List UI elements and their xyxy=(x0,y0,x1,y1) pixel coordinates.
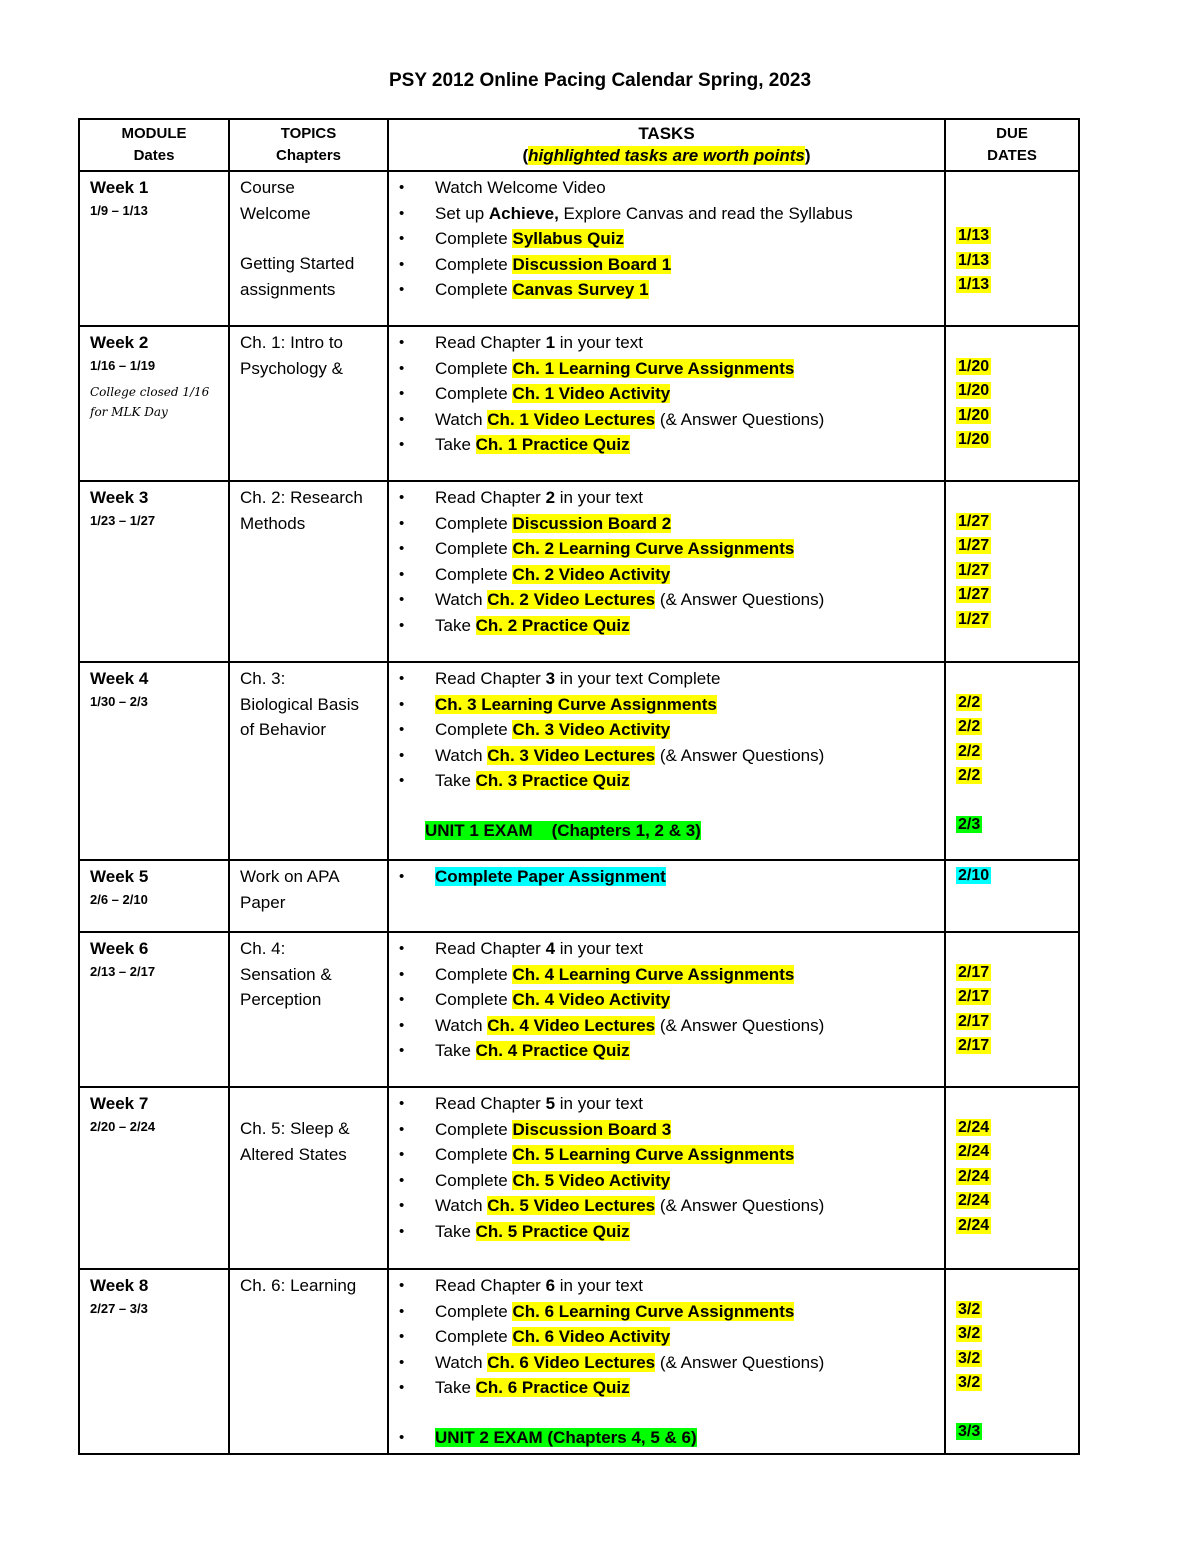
due-date-row xyxy=(956,715,1068,740)
week-row xyxy=(79,326,1079,481)
due-date: 3/2 xyxy=(958,1300,981,1318)
due-date-row xyxy=(956,764,1068,789)
week-date-range: 2/13 – 2/17 xyxy=(90,963,156,979)
task-text-suffix: in your text Complete xyxy=(555,669,721,688)
task-text: Read Chapter xyxy=(435,488,546,507)
week-label: Week 4 xyxy=(90,669,149,688)
document-title: PSY 2012 Online Pacing Calendar Spring, 2023 xyxy=(388,70,812,91)
due-date: 1/27 xyxy=(958,537,990,554)
due-date-row xyxy=(956,583,1068,608)
module-header-label: MODULE xyxy=(121,125,187,142)
week-date-range: 1/30 – 2/3 xyxy=(90,693,148,709)
week-row xyxy=(79,662,1079,860)
tasks-cell xyxy=(388,662,945,860)
topic-cell xyxy=(229,171,388,326)
task-text: Watch xyxy=(435,1015,488,1035)
task-text: Watch xyxy=(435,745,488,765)
tasks-cell xyxy=(388,860,945,932)
task-text: Read Chapter xyxy=(435,669,546,688)
due-cell xyxy=(945,481,1079,662)
due-header-sub: DATES xyxy=(987,147,1037,164)
week-date-range: 1/9 – 1/13 xyxy=(90,202,148,218)
tasks-cell xyxy=(388,326,945,481)
due-date-row xyxy=(956,175,1068,200)
due-date-row xyxy=(956,510,1068,535)
task-item xyxy=(389,432,934,458)
tasks-note-open: ( xyxy=(522,146,529,165)
topic-cell xyxy=(229,662,388,860)
task-highlight: Ch. 4 Practice Quiz xyxy=(475,1041,630,1060)
due-date: 3/2 xyxy=(958,1325,981,1342)
due-date: 3/2 xyxy=(958,1374,981,1391)
task-item xyxy=(389,356,934,382)
task-list xyxy=(389,1273,934,1450)
task-text-suffix: in your text xyxy=(555,1276,643,1295)
task-highlight: Ch. 3 Video Activity xyxy=(512,720,671,739)
week-label: Week 7 xyxy=(90,1094,149,1113)
topics-header-sub: Chapters xyxy=(275,147,342,164)
task-text: Complete xyxy=(435,539,513,558)
tasks-cell xyxy=(388,1087,945,1269)
task-text: Complete xyxy=(435,564,513,584)
tasks-note-close: ) xyxy=(804,146,811,165)
due-date: 2/17 xyxy=(958,963,990,981)
due-date-row xyxy=(956,691,1068,716)
task-text-suffix: in your text xyxy=(555,939,643,958)
due-date: 1/27 xyxy=(958,561,990,579)
task-text: Complete xyxy=(435,1119,513,1139)
week-row xyxy=(79,171,1079,326)
due-date-row xyxy=(956,1116,1068,1141)
task-highlight: Ch. 3 Video Lectures xyxy=(487,745,656,765)
task-highlight: Ch. 2 Video Lectures xyxy=(487,590,656,609)
due-date-row xyxy=(956,200,1068,225)
task-bold-text: 6 xyxy=(545,1276,556,1295)
task-text: Complete xyxy=(435,1327,513,1346)
task-item xyxy=(389,330,934,356)
task-highlight: Canvas Survey 1 xyxy=(512,280,649,299)
due-date: 1/13 xyxy=(958,276,990,293)
due-date: 2/24 xyxy=(958,1216,990,1234)
task-highlight: Ch. 3 Learning Curve Assignments xyxy=(435,694,717,714)
task-highlight: Ch. 3 Practice Quiz xyxy=(475,771,630,790)
topic-cell xyxy=(229,860,388,932)
task-highlight: Syllabus Quiz xyxy=(512,229,624,248)
module-cell xyxy=(79,1269,229,1454)
due-date-row xyxy=(956,1214,1068,1239)
due-date-row xyxy=(956,1034,1068,1059)
task-item xyxy=(389,1324,934,1350)
due-date-row xyxy=(956,961,1068,986)
module-cell xyxy=(79,326,229,481)
due-date: 3/2 xyxy=(958,1349,981,1367)
task-highlight: Ch. 1 Video Activity xyxy=(512,384,671,403)
task-text: Watch xyxy=(435,1352,488,1372)
exam-due-date: 2/3 xyxy=(958,815,981,833)
task-highlight: Ch. 2 Learning Curve Assignments xyxy=(512,539,795,558)
task-bold-text: 5 xyxy=(545,1094,556,1113)
week-label: Week 1 xyxy=(90,178,149,197)
topic-text: Course Welcome xyxy=(240,178,311,223)
week-date-range: 1/23 – 1/27 xyxy=(90,512,156,528)
due-date: 1/20 xyxy=(958,431,990,448)
task-text: Take xyxy=(435,1041,476,1060)
due-cell xyxy=(945,662,1079,860)
task-text: Watch Welcome Video xyxy=(435,178,606,197)
task-text-suffix: (& Answer Questions) xyxy=(655,1352,825,1372)
module-cell xyxy=(79,1087,229,1269)
task-highlight: Ch. 6 Learning Curve Assignments xyxy=(512,1301,795,1321)
task-text: Take xyxy=(435,435,476,454)
task-text: Take xyxy=(435,615,476,635)
task-item xyxy=(389,226,934,252)
due-date-row xyxy=(956,1298,1068,1323)
due-date-row xyxy=(956,1273,1068,1298)
task-text: Complete xyxy=(435,358,513,378)
due-date-row xyxy=(956,813,1068,838)
paper-due-date: 2/10 xyxy=(958,867,990,884)
task-item xyxy=(389,587,934,613)
task-item xyxy=(389,562,934,588)
task-item xyxy=(389,277,934,303)
due-date: 1/27 xyxy=(958,610,990,628)
task-text-suffix: (& Answer Questions) xyxy=(655,745,825,765)
task-text: Read Chapter xyxy=(435,939,546,958)
due-header xyxy=(945,119,1079,171)
week-label: Week 2 xyxy=(90,333,149,352)
due-date: 1/27 xyxy=(958,586,990,603)
topic-text-secondary: Getting Started assignments xyxy=(240,254,355,299)
task-text: Complete xyxy=(435,720,513,739)
week-label: Week 8 xyxy=(90,1276,149,1295)
due-date: 1/20 xyxy=(958,406,990,424)
week-note: College closed 1/16 for MLK Day xyxy=(90,384,210,419)
task-highlight: Ch. 2 Practice Quiz xyxy=(475,615,630,635)
task-text: Complete xyxy=(435,1145,513,1164)
due-cell xyxy=(945,1269,1079,1454)
task-text-suffix: (& Answer Questions) xyxy=(655,590,825,609)
task-item xyxy=(389,1273,934,1299)
task-highlight: Ch. 2 Video Activity xyxy=(512,564,671,584)
week-row xyxy=(79,932,1079,1087)
due-date-row xyxy=(956,864,1068,889)
task-list xyxy=(389,936,934,1064)
task-highlight: Ch. 1 Learning Curve Assignments xyxy=(512,358,795,378)
task-highlight: Ch. 6 Practice Quiz xyxy=(475,1378,630,1397)
task-text-suffix: Explore Canvas and read the Syllabus xyxy=(558,203,853,223)
module-cell xyxy=(79,662,229,860)
task-text-suffix: in your text xyxy=(555,488,643,507)
due-cell xyxy=(945,171,1079,326)
task-text: Complete xyxy=(435,280,513,299)
week-row xyxy=(79,1087,1079,1269)
task-text: Complete xyxy=(435,990,513,1009)
tasks-cell xyxy=(388,481,945,662)
task-text: Read Chapter xyxy=(435,1094,546,1113)
due-date-row xyxy=(956,224,1068,249)
task-highlight: Ch. 1 Practice Quiz xyxy=(475,435,630,454)
module-cell xyxy=(79,171,229,326)
task-highlight: Ch. 5 Video Activity xyxy=(512,1170,671,1190)
due-date-row xyxy=(956,936,1068,961)
task-item xyxy=(389,768,934,794)
due-date: 1/13 xyxy=(958,251,990,269)
task-item xyxy=(389,252,934,278)
due-date-row xyxy=(956,985,1068,1010)
task-text-suffix: (& Answer Questions) xyxy=(655,409,825,429)
week-label: Week 6 xyxy=(90,939,149,958)
task-list xyxy=(389,485,934,638)
due-date: 1/20 xyxy=(958,357,990,375)
exam-item xyxy=(389,1425,934,1451)
task-highlight: Discussion Board 3 xyxy=(512,1119,672,1139)
topic-text: Ch. 1: Intro to Psychology & xyxy=(240,333,343,378)
due-date-row xyxy=(956,1165,1068,1190)
task-item xyxy=(389,381,934,407)
exam-due-date: 3/3 xyxy=(958,1422,981,1440)
paper-assignment-highlight: Complete Paper Assignment xyxy=(435,867,666,886)
topic-text: Ch. 3: Biological Basis of Behavior xyxy=(240,669,360,739)
task-list xyxy=(389,330,934,458)
task-text: Watch xyxy=(435,1196,488,1215)
topic-cell xyxy=(229,481,388,662)
week-date-range: 2/6 – 2/10 xyxy=(90,891,148,907)
task-bold-text: 1 xyxy=(545,333,556,352)
task-text: Take xyxy=(435,1221,476,1241)
task-text: Complete xyxy=(435,513,513,533)
due-date: 2/24 xyxy=(958,1143,990,1160)
task-highlight: Ch. 5 Practice Quiz xyxy=(475,1221,630,1241)
task-text: Complete xyxy=(435,229,513,248)
task-text-suffix: in your text xyxy=(555,333,643,352)
task-text: Watch xyxy=(435,590,488,609)
due-date: 2/17 xyxy=(958,988,990,1005)
due-date-row xyxy=(956,666,1068,691)
week-row xyxy=(79,860,1079,932)
due-date: 2/17 xyxy=(958,1037,990,1054)
topic-cell xyxy=(229,326,388,481)
due-date: 2/2 xyxy=(958,693,981,711)
due-date: 1/20 xyxy=(958,382,990,399)
due-date-row xyxy=(956,428,1068,453)
task-item xyxy=(389,1142,934,1168)
due-date: 2/24 xyxy=(958,1192,990,1209)
task-text: Take xyxy=(435,771,476,790)
topic-text: Work on APA Paper xyxy=(240,867,340,912)
due-date: 2/24 xyxy=(958,1118,990,1136)
due-date-row xyxy=(956,404,1068,429)
task-item xyxy=(389,511,934,537)
tasks-cell xyxy=(388,932,945,1087)
tasks-cell xyxy=(388,171,945,326)
task-text: Take xyxy=(435,1378,476,1397)
due-date-row xyxy=(956,740,1068,765)
due-date-row xyxy=(956,1140,1068,1165)
due-date-row xyxy=(956,379,1068,404)
tasks-header-note: highlighted tasks are worth points xyxy=(528,146,805,165)
due-date-row xyxy=(956,1322,1068,1347)
exam-highlight: UNIT 2 EXAM (Chapters 4, 5 & 6) xyxy=(435,1427,697,1447)
topic-text: Ch. 2: Research Methods xyxy=(240,488,363,533)
due-date-row xyxy=(956,485,1068,510)
task-text-suffix: (& Answer Questions) xyxy=(655,1196,825,1215)
due-date: 2/2 xyxy=(958,767,981,784)
task-highlight: Ch. 1 Video Lectures xyxy=(487,409,656,429)
due-date: 1/13 xyxy=(958,227,990,244)
due-date-row xyxy=(956,355,1068,380)
task-item xyxy=(389,717,934,743)
task-text: Read Chapter xyxy=(435,333,546,352)
week-row xyxy=(79,481,1079,662)
topic-text: Ch. 6: Learning xyxy=(240,1276,357,1295)
due-date: 1/27 xyxy=(958,512,990,530)
module-cell xyxy=(79,481,229,662)
due-date: 2/17 xyxy=(958,1012,990,1030)
topic-cell xyxy=(229,1269,388,1454)
due-date-row xyxy=(956,608,1068,633)
task-text: Set up xyxy=(435,203,489,223)
week-date-range: 2/20 – 2/24 xyxy=(90,1118,156,1134)
task-bold-text: 3 xyxy=(545,669,556,688)
task-highlight: Ch. 6 Video Lectures xyxy=(487,1352,656,1372)
due-date-row xyxy=(956,1091,1068,1116)
task-item xyxy=(389,1038,934,1064)
task-item xyxy=(389,743,934,769)
due-date: 2/2 xyxy=(958,742,981,760)
task-item xyxy=(389,1193,934,1219)
task-bold-text: 2 xyxy=(545,488,556,507)
exam-line xyxy=(389,818,934,844)
due-cell xyxy=(945,860,1079,932)
task-text-suffix: in your text xyxy=(555,1094,643,1113)
due-cell xyxy=(945,326,1079,481)
module-header xyxy=(79,119,229,171)
task-highlight: Ch. 5 Video Lectures xyxy=(487,1196,656,1215)
task-highlight: Ch. 6 Video Activity xyxy=(512,1327,671,1346)
task-item xyxy=(389,407,934,433)
week-row xyxy=(79,1269,1079,1454)
task-item xyxy=(389,1117,934,1143)
task-item xyxy=(389,613,934,639)
week-label: Week 5 xyxy=(90,867,149,886)
due-header-label: DUE xyxy=(996,125,1028,142)
task-highlight: Ch. 4 Learning Curve Assignments xyxy=(512,964,795,984)
task-text: Complete xyxy=(435,1170,513,1190)
due-date-row xyxy=(956,1420,1068,1445)
due-date-row xyxy=(956,330,1068,355)
task-item xyxy=(389,987,934,1013)
due-cell xyxy=(945,1087,1079,1269)
task-text: Complete xyxy=(435,964,513,984)
topic-text: Ch. 4: Sensation & Perception xyxy=(240,939,332,1009)
topics-header xyxy=(229,119,388,171)
task-text-suffix: (& Answer Questions) xyxy=(655,1015,825,1035)
due-date-row xyxy=(956,1010,1068,1035)
task-item xyxy=(389,536,934,562)
topic-cell xyxy=(229,1087,388,1269)
task-list xyxy=(389,175,934,303)
task-text: Complete xyxy=(435,1301,513,1321)
tasks-header-label: TASKS xyxy=(638,124,695,143)
task-item xyxy=(389,1219,934,1245)
due-date-row xyxy=(956,1189,1068,1214)
due-cell xyxy=(945,932,1079,1087)
due-date-row xyxy=(956,249,1068,274)
due-date: 2/2 xyxy=(958,718,981,735)
week-date-range: 1/16 – 1/19 xyxy=(90,357,156,373)
header-row xyxy=(79,119,1079,171)
tasks-cell xyxy=(388,1269,945,1454)
task-highlight: Discussion Board 1 xyxy=(512,254,672,274)
week-label: Week 3 xyxy=(90,488,149,507)
week-rows xyxy=(79,171,1079,1454)
topics-header-label: TOPICS xyxy=(280,125,337,142)
task-item xyxy=(389,201,934,227)
task-list xyxy=(389,666,934,794)
due-date: 2/24 xyxy=(958,1167,990,1185)
task-text: Complete xyxy=(435,254,513,274)
task-item xyxy=(389,1299,934,1325)
task-bold-text: 4 xyxy=(545,939,556,958)
task-text: Read Chapter xyxy=(435,1276,546,1295)
task-item xyxy=(389,962,934,988)
module-cell xyxy=(79,860,229,932)
due-date-row xyxy=(956,1347,1068,1372)
task-item xyxy=(389,1350,934,1376)
due-date-row xyxy=(956,273,1068,298)
topic-cell xyxy=(229,932,388,1087)
task-highlight: Discussion Board 2 xyxy=(512,513,672,533)
task-highlight: Ch. 4 Video Activity xyxy=(512,990,671,1009)
due-date-row xyxy=(956,559,1068,584)
task-item xyxy=(389,1091,934,1117)
task-item xyxy=(389,485,934,511)
topic-text: Ch. 5: Sleep & Altered States xyxy=(240,1119,350,1164)
exam-highlight: UNIT 1 EXAM (Chapters 1, 2 & 3) xyxy=(425,820,701,840)
task-item xyxy=(389,175,934,201)
task-highlight: Ch. 5 Learning Curve Assignments xyxy=(512,1145,795,1164)
task-item xyxy=(389,864,934,890)
task-list xyxy=(389,864,934,890)
task-text: Complete xyxy=(435,384,513,403)
task-list xyxy=(389,1091,934,1244)
task-item xyxy=(389,936,934,962)
task-item xyxy=(389,692,934,718)
week-date-range: 2/27 – 3/3 xyxy=(90,1300,148,1316)
module-header-sub: Dates xyxy=(133,147,175,164)
task-item xyxy=(389,666,934,692)
task-item xyxy=(389,1375,934,1401)
tasks-header xyxy=(388,119,945,171)
pacing-calendar-table xyxy=(78,118,1080,1455)
task-highlight: Ch. 4 Video Lectures xyxy=(487,1015,656,1035)
module-cell xyxy=(79,932,229,1087)
due-date-row xyxy=(956,534,1068,559)
task-item xyxy=(389,1013,934,1039)
due-date-row xyxy=(956,1371,1068,1396)
task-bold-text: Achieve, xyxy=(488,203,559,223)
task-text: Watch xyxy=(435,409,488,429)
task-item xyxy=(389,1168,934,1194)
